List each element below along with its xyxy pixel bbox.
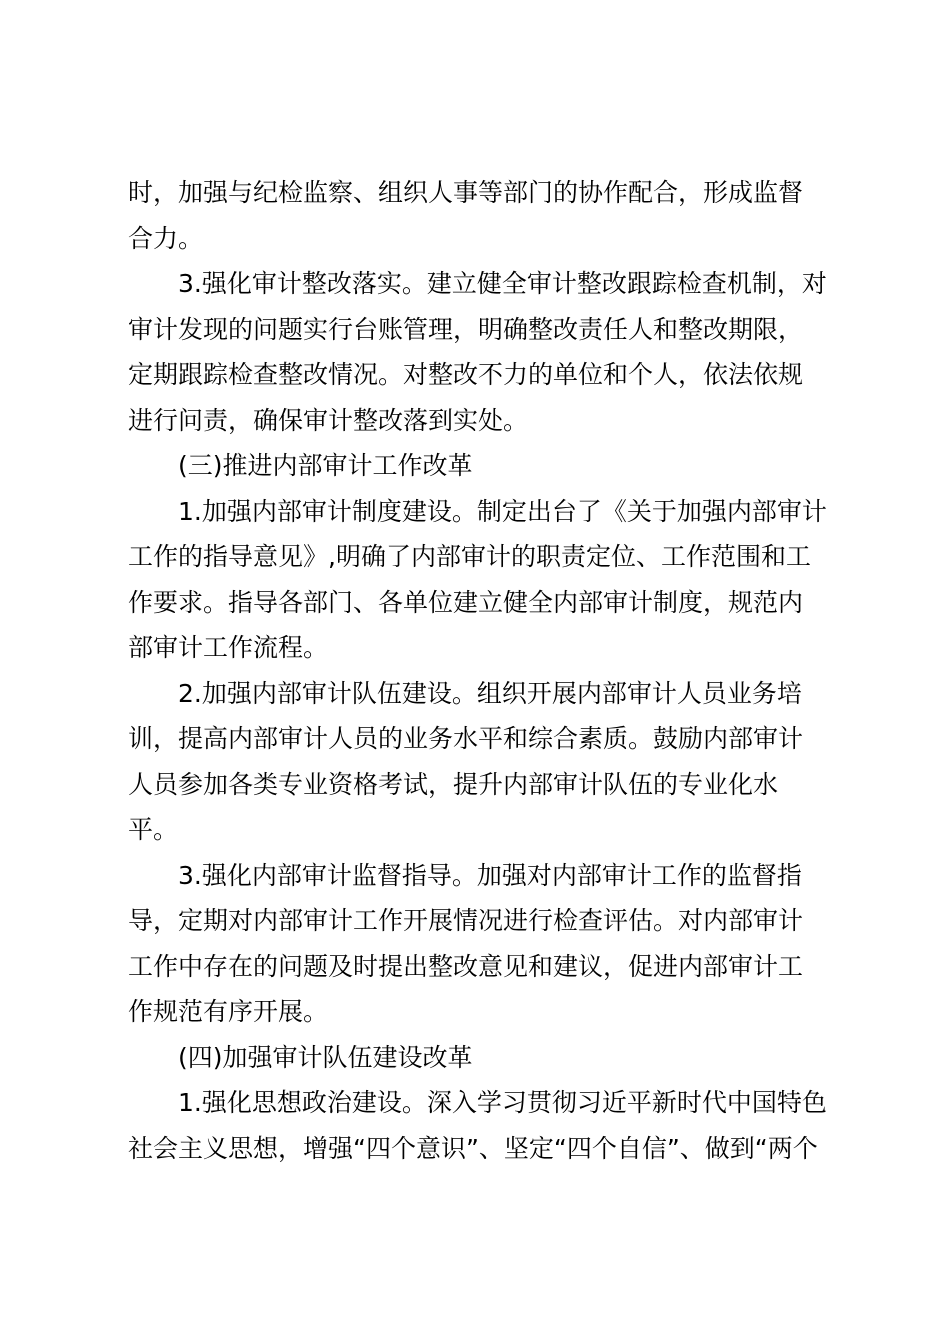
text-line: 3.强化内部审计监督指导。加强对内部审计工作的监督指 xyxy=(178,860,802,890)
section-heading: (三)推进内部审计工作改革 xyxy=(178,451,473,480)
text-line: 工作的指导意见》,明确了内部审计的职责定位、工作范围和工 xyxy=(128,542,811,571)
text-line: 3.强化审计整改落实。建立健全审计整改跟踪检查机制，对 xyxy=(178,269,827,298)
text-line: 部审计工作流程。 xyxy=(128,633,329,662)
text-line: 人员参加各类专业资格考试，提升内部审计队伍的专业化水 xyxy=(128,769,779,799)
text-line: 审计发现的问题实行台账管理，明确整改责任人和整改期限， xyxy=(128,314,804,344)
text-line: 社会主义思想，增强“四个意识”、坚定“四个自信”、做到“两个 xyxy=(128,1133,818,1163)
text-line: 合力。 xyxy=(128,223,204,253)
text-line: 作规范有序开展。 xyxy=(128,997,329,1026)
text-line: 定期跟踪检查整改情况。对整改不力的单位和个人，依法依规 xyxy=(128,360,804,389)
text-line: 1.强化思想政治建设。深入学习贯彻习近平新时代中国特色 xyxy=(178,1088,827,1117)
text-line: 1.加强内部审计制度建设。制定出台了《关于加强内部审计 xyxy=(178,496,827,526)
text-line: 工作中存在的问题及时提出整改意见和建议，促进内部审计工 xyxy=(128,951,804,981)
text-line: 作要求。指导各部门、各单位建立健全内部审计制度，规范内 xyxy=(128,587,804,617)
text-line: 进行问责，确保审计整改落到实处。 xyxy=(128,405,529,435)
body-text xyxy=(128,170,832,1171)
text-line: 导，定期对内部审计工作开展情况进行检查评估。对内部审计 xyxy=(128,906,804,935)
text-line: 时，加强与纪检监察、组织人事等部门的协作配合，形成监督 xyxy=(128,178,804,207)
text-line: 2.加强内部审计队伍建设。组织开展内部审计人员业务培 xyxy=(178,678,802,708)
section-heading: (四)加强审计队伍建设改革 xyxy=(178,1042,473,1072)
text-line: 平。 xyxy=(128,815,179,844)
text-line: 训，提高内部审计人员的业务水平和综合素质。鼓励内部审计 xyxy=(128,724,804,753)
